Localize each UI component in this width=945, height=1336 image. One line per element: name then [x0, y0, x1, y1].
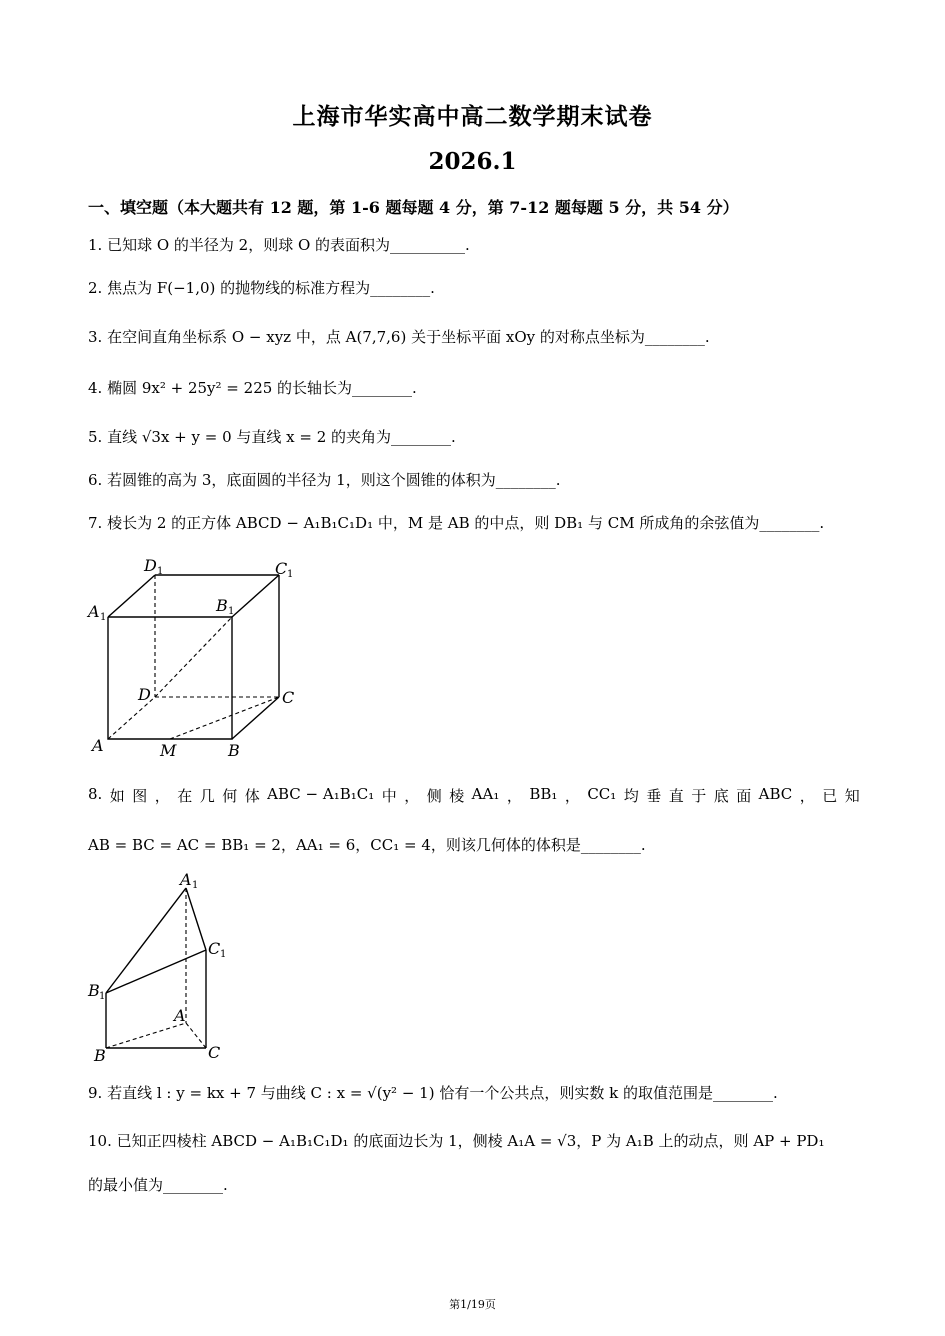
label-B: B [94, 1046, 106, 1065]
question-8-word: 在 [177, 787, 193, 805]
question-8-word: 体 [244, 787, 260, 805]
question-8-word: BB₁ [529, 785, 558, 803]
label-A1-sub: 1 [100, 612, 107, 623]
question-2: 2. 焦点为 F(−1,0) 的抛物线的标准方程为________. [88, 279, 435, 297]
question-8-word: ， [404, 787, 420, 805]
label-B1: B [88, 981, 100, 1000]
question-9: 9. 若直线 l : y = kx + 7 与曲线 C : x = √(y² − 1) 恰有一个公共点，则实数 k 的取值范围是________. [88, 1084, 778, 1102]
question-8-word: 均 [623, 787, 639, 805]
question-1: 1. 已知球 O 的半径为 2，则球 O 的表面积为__________. [88, 236, 470, 254]
page-number: 第1/19页 [449, 1298, 496, 1311]
section-heading: 一、填空题（本大题共有 12 题，第 1-6 题每题 4 分，第 7-12 题每题 5 分，共 54 分） [88, 198, 739, 217]
question-5: 5. 直线 √3x + y = 0 与直线 x = 2 的夹角为________. [88, 428, 456, 446]
question-8-word: AA₁ [471, 785, 500, 803]
question-7: 7. 棱长为 2 的正方体 ABCD − A₁B₁C₁D₁ 中，M 是 AB 的中点，则 DB₁ 与 CM 所成角的余弦值为________. [88, 514, 825, 532]
label-B: B [228, 741, 240, 760]
question-8-word: 8. [88, 785, 103, 803]
question-10-line-1: 10. 已知正四棱柱 ABCD − A₁B₁C₁D₁ 的底面边长为 1，侧棱 A₁A = √3，P 为 A₁B 上的动点，则 AP + PD₁ [88, 1132, 825, 1150]
question-8-word: 直 [668, 787, 684, 805]
question-8-word: 于 [691, 787, 707, 805]
label-B1-sub: 1 [228, 606, 235, 617]
question-4: 4. 椭圆 9x² + 25y² = 225 的长轴长为________. [88, 379, 417, 397]
question-8-word: 知 [844, 787, 860, 805]
label-D1: D [144, 556, 157, 575]
question-8-word: 何 [222, 787, 238, 805]
label-C: C [282, 688, 295, 707]
question-8-word: 中 [381, 787, 397, 805]
label-C1: C [208, 939, 221, 958]
label-A1: A [88, 602, 100, 621]
question-8-word: ， [564, 787, 580, 805]
label-C1-sub: 1 [220, 949, 227, 960]
label-A: A [174, 1006, 186, 1025]
question-8-word: 面 [736, 787, 752, 805]
question-8-word: ， [154, 787, 170, 805]
label-M: M [160, 741, 177, 760]
prism-figure [82, 868, 232, 1068]
exam-date: 2026.1 [428, 148, 517, 175]
label-A1: A [180, 870, 192, 889]
label-A: A [92, 736, 104, 755]
label-A1-sub: 1 [192, 880, 199, 891]
question-8-word: 垂 [646, 787, 662, 805]
question-8-word: 如 [109, 787, 125, 805]
question-6: 6. 若圆锥的高为 3，底面圆的半径为 1，则这个圆锥的体积为________. [88, 471, 561, 489]
question-8-word: ABC [758, 785, 793, 803]
cube-figure [82, 555, 312, 765]
label-B1-sub: 1 [99, 991, 106, 1002]
question-8-word: 底 [713, 787, 729, 805]
question-8-word: 侧 [426, 787, 442, 805]
question-8-word: ， [799, 787, 815, 805]
question-8-word: CC₁ [587, 785, 617, 803]
label-C: C [208, 1043, 221, 1062]
label-D1-sub: 1 [157, 566, 164, 577]
question-8-word: ， [506, 787, 522, 805]
label-D: D [138, 685, 151, 704]
label-B1: B [216, 596, 228, 615]
question-8-word: 棱 [449, 787, 465, 805]
question-8-line-2: AB = BC = AC = BB₁ = 2，AA₁ = 6，CC₁ = 4，则该几何体的体积是________. [88, 836, 646, 854]
label-C1-sub: 1 [287, 569, 294, 580]
question-8-line-1 [88, 785, 860, 806]
question-10-line-2: 的最小值为________. [88, 1176, 228, 1194]
question-8-word: ABC − A₁B₁C₁ [267, 785, 375, 803]
question-8 [88, 785, 860, 806]
question-8-word: 图 [132, 787, 148, 805]
label-C1: C [275, 559, 288, 578]
question-3: 3. 在空间直角坐标系 O − xyz 中，点 A(7,7,6) 关于坐标平面 xOy 的对称点坐标为________. [88, 328, 710, 346]
question-8-word: 几 [199, 787, 215, 805]
page-title: 上海市华实高中高二数学期末试卷 [292, 103, 653, 130]
question-8-word: 已 [822, 787, 838, 805]
